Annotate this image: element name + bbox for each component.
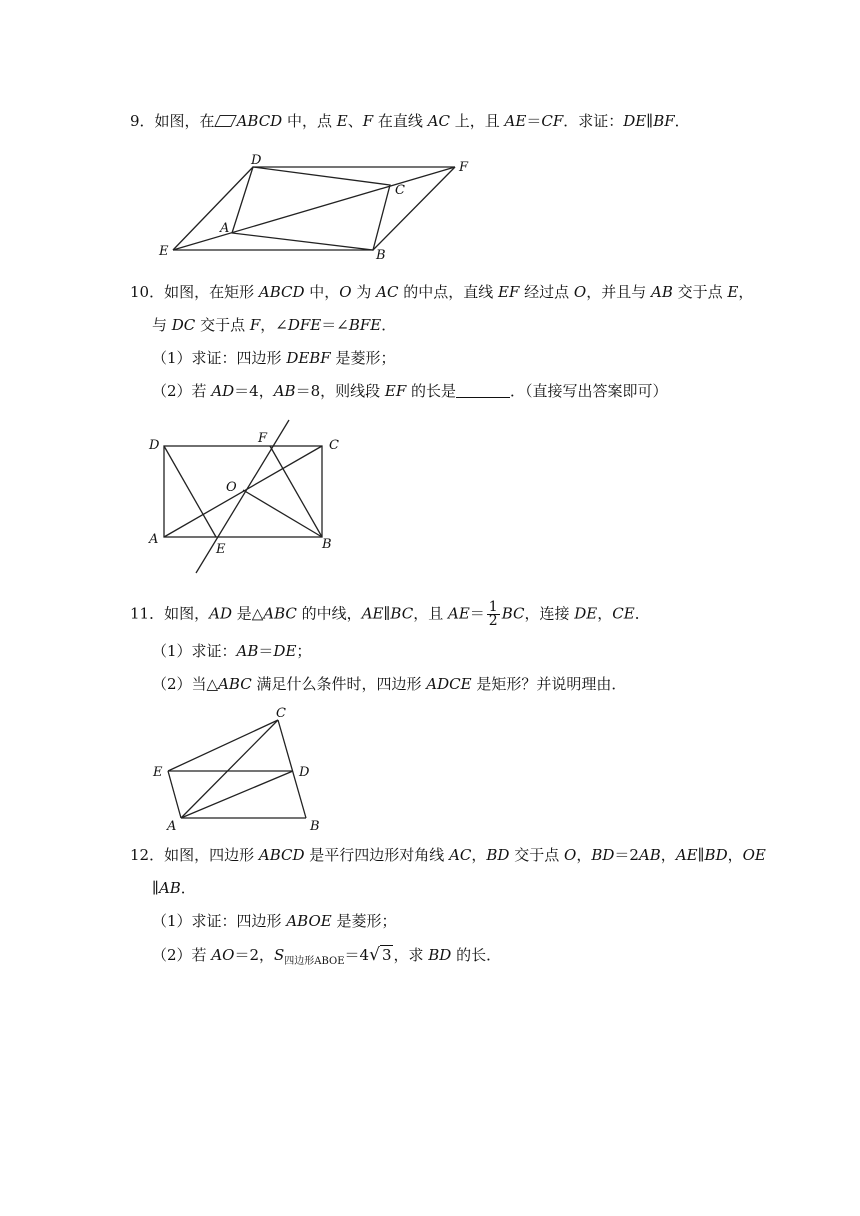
q11-part1: （1）求证：AB＝DE； — [152, 642, 312, 660]
q9-label-e: E — [159, 244, 169, 259]
q10-label-e: E — [216, 542, 226, 557]
q11-label-e: E — [153, 765, 163, 780]
q10-statement-line2: 与 DC 交于点 F，∠DFE＝∠BFE． — [152, 316, 397, 334]
q10-label-c: C — [329, 438, 339, 453]
q11-label-d: D — [299, 765, 310, 780]
q9-label-d: D — [251, 153, 262, 168]
q11-label-b: B — [310, 819, 320, 834]
q10-label-f: F — [258, 431, 268, 446]
q9-label-b: B — [376, 248, 386, 263]
q9-label-f: F — [459, 160, 469, 175]
q9-statement: 9．如图，在 ABCD 中，点 E、F 在直线 AC 上，且 AE＝CF．求证：DE∥BF． — [130, 112, 690, 130]
q9-label-a: A — [220, 221, 230, 236]
sqrt-radicand: 3 — [381, 946, 392, 964]
q11-label-a: A — [167, 819, 177, 834]
q12-part1: （1）求证：四边形 ABOE 是菱形； — [152, 912, 397, 930]
area-subscript: 四边形ABOE — [284, 956, 345, 967]
fraction-one-half: $\frac{1}{2}$ — [488, 599, 498, 629]
q12-statement-line1: 12．如图，四边形 ABCD 是平行四边形对角线 AC，BD 交于点 O，BD＝2AB，AE∥BD，OE — [130, 846, 766, 864]
q10-part1: （1）求证：四边形 DEBF 是菱形； — [152, 349, 396, 367]
q10-label-b: B — [322, 537, 332, 552]
sqrt-symbol-icon: √ — [369, 945, 380, 965]
q11-part2: （2）当△ABC 满足什么条件时，四边形 ADCE 是矩形？并说明理由． — [152, 675, 627, 693]
q10-label-o: O — [226, 480, 237, 495]
q11-label-c: C — [276, 706, 286, 721]
q11-statement: 11．如图，AD 是△ABC 的中线，AE∥BC，且 AE＝ $\frac{1}{2}$ BC，连接 DE，CE． — [130, 599, 650, 629]
q10-statement-line1: 10．如图，在矩形 ABCD 中，O 为 AC 的中点，直线 EF 经过点 O，并且与 AB 交于点 E， — [130, 283, 754, 301]
q12-part2: （2）若 AO＝2，$S_{四边形ABOE}=4√$ 3 ，求 BD 的长． — [152, 945, 502, 967]
q9-label-c: C — [395, 183, 405, 198]
q12-statement-line2: ∥AB． — [152, 879, 196, 897]
q10-label-a: A — [149, 532, 159, 547]
q10-label-d: D — [149, 438, 160, 453]
q10-part2: （2）若 AD＝4，AB＝8，则线段 EF 的长是 ．（直接写出答案即可） — [152, 382, 668, 400]
